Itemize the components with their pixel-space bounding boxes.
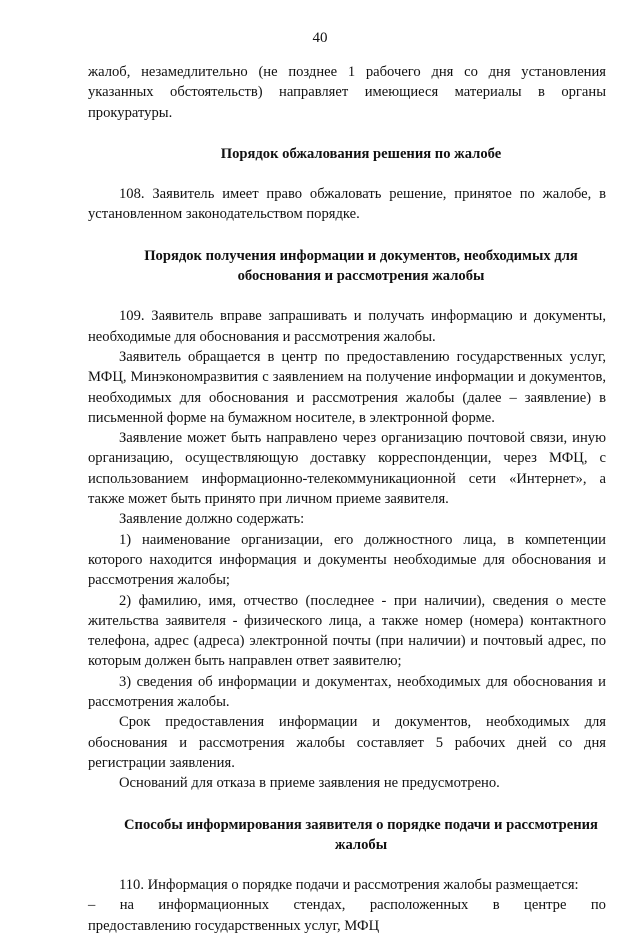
dash-list-item-line (88, 895, 606, 915)
paragraph-applicant-request: Заявитель обращается в центр по предоставлению государственных услуг, МФЦ, Минэкономразвития с заявлением на получение информации и документов, необходимых для обоснования и рассмотрения жалобы (далее – заявление) в письменной форме на бумажном носителе, в электронной форме. (88, 348, 606, 426)
section-heading-obtaining-info: Порядок получения информации и документов, необходимых для обоснования и рассмотрения жалобы (144, 247, 578, 285)
section-heading-informing: Способы информирования заявителя о порядке подачи и рассмотрения жалобы (124, 816, 598, 853)
list-item-3: 3) сведения об информации и документах, необходимых для обоснования и рассмотрения жалобы. (88, 673, 606, 711)
list-item-1: 1) наименование организации, его должностного лица, в компетенции которого находится информация и документы необходимые для обоснования и рассмотрения жалобы; (88, 531, 606, 589)
dash-word: в (492, 897, 500, 914)
dash-marker: – (88, 897, 96, 914)
dash-list-item-continuation: предоставлению государственных услуг, МФЦ (88, 917, 380, 934)
list-item-2: 2) фамилию, имя, отчество (последнее - при наличии), сведения о месте жительства заявителя - физического лица, а также номер (номера) контактного телефона, адрес (адреса) электронной почты (при наличии) и почтовый адрес, по которым должен быть направлен ответ заявителю; (88, 592, 606, 670)
paragraph-deadline: Срок предоставления информации и документов, необходимых для обоснования и рассмотрения жалобы составляет 5 рабочих дней со дня регистрации заявления. (88, 714, 606, 771)
section-heading-appeal-decision: Порядок обжалования решения по жалобе (220, 145, 502, 162)
paragraph-submission-methods: Заявление может быть направлено через организацию почтовой связи, иную организацию, осуществляющую доставку корреспонденции, через МФЦ, с использованием информационно-телекоммуникационной сети «Интернет», а также может быть принято при личном приеме заявителя. (88, 430, 606, 508)
paragraph-109: 109. Заявитель вправе запрашивать и получать информацию и документы, необходимые для обоснования и рассмотрения жалобы. (88, 308, 606, 345)
dash-word: на (119, 897, 134, 914)
paragraph-contents-intro: Заявление должно содержать: (119, 511, 305, 528)
dash-word: стендах, (293, 897, 346, 914)
paragraph-110: 110. Информация о порядке подачи и рассмотрения жалобы размещается: (119, 877, 579, 894)
paragraph-continuation: жалоб, незамедлительно (не позднее 1 рабочего дня со дня установления указанных обстоятельств) направляет имеющиеся материалы в органы прокуратуры. (88, 64, 606, 121)
dash-word: информационных (158, 897, 270, 914)
dash-word: расположенных (369, 897, 469, 914)
paragraph-no-refusal: Оснований для отказа в приеме заявления не предусмотрено. (119, 775, 500, 792)
document-body (88, 62, 606, 936)
page-number: 40 (312, 30, 328, 46)
dash-word: центре (524, 897, 567, 914)
dash-word: по (590, 897, 606, 914)
paragraph-108: 108. Заявитель имеет право обжаловать решение, принятое по жалобе, в установленном законодательством порядке. (88, 186, 606, 223)
